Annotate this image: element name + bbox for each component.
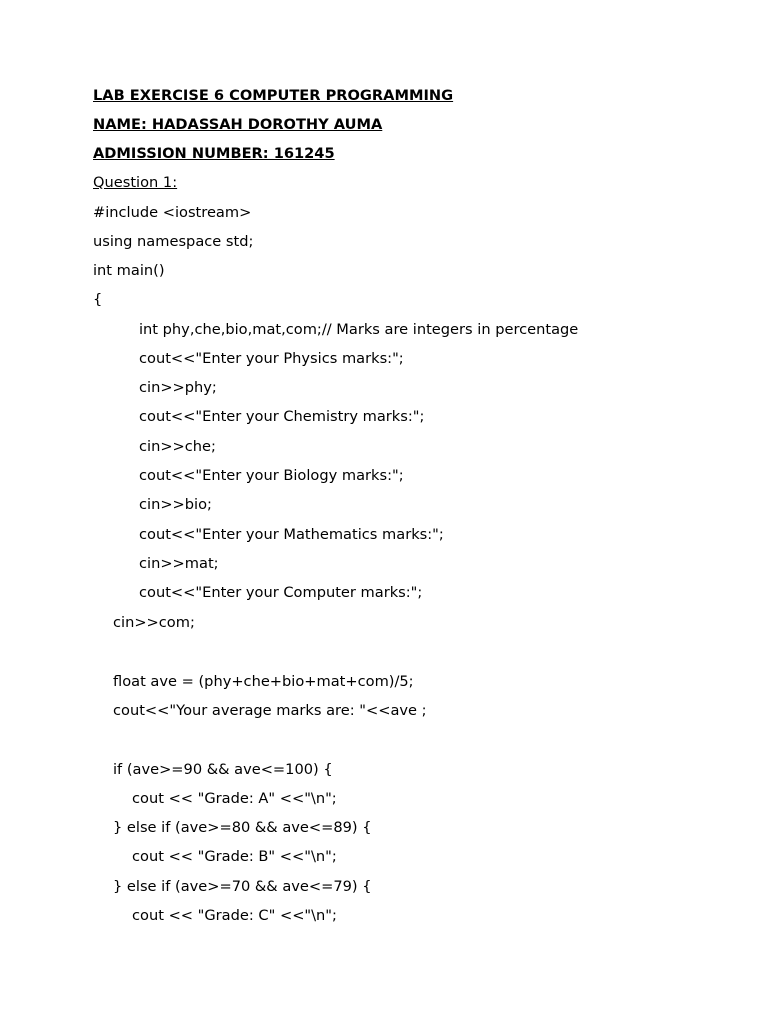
code-line: if (ave>=90 && ave<=100) { — [113, 761, 333, 778]
code-line: cin>>phy; — [139, 379, 217, 396]
document-title: LAB EXERCISE 6 COMPUTER PROGRAMMING — [93, 87, 454, 104]
code-line: cin>>che; — [139, 438, 216, 455]
code-line: using namespace std; — [93, 233, 254, 250]
question-label: Question 1: — [93, 174, 178, 191]
code-line: cout<<"Enter your Biology marks:"; — [139, 467, 404, 484]
code-line: cout<<"Enter your Mathematics marks:"; — [139, 526, 444, 543]
code-line: cout<<"Your average marks are: "<<ave ; — [113, 702, 427, 719]
code-line: cout<<"Enter your Physics marks:"; — [139, 350, 404, 367]
code-line: cout << "Grade: C" <<"\n"; — [132, 907, 337, 924]
student-name: NAME: HADASSAH DOROTHY AUMA — [93, 116, 383, 133]
code-line: cin>>com; — [113, 614, 195, 631]
code-line: { — [93, 291, 103, 308]
code-line: int main() — [93, 262, 165, 279]
admission-number: ADMISSION NUMBER: 161245 — [93, 145, 335, 162]
code-line: cout<<"Enter your Chemistry marks:"; — [139, 408, 425, 425]
code-line: } else if (ave>=80 && ave<=89) { — [113, 819, 372, 836]
code-line: cout<<"Enter your Computer marks:"; — [139, 584, 423, 601]
code-line: } else if (ave>=70 && ave<=79) { — [113, 878, 372, 895]
code-line: int phy,che,bio,mat,com;// Marks are integers in percentage — [139, 321, 579, 338]
code-line: #include <iostream> — [93, 204, 252, 221]
code-line: cin>>mat; — [139, 555, 219, 572]
code-line: cout << "Grade: A" <<"\n"; — [132, 790, 337, 807]
code-line: float ave = (phy+che+bio+mat+com)/5; — [113, 673, 414, 690]
code-line: cin>>bio; — [139, 496, 212, 513]
code-line: cout << "Grade: B" <<"\n"; — [132, 848, 337, 865]
